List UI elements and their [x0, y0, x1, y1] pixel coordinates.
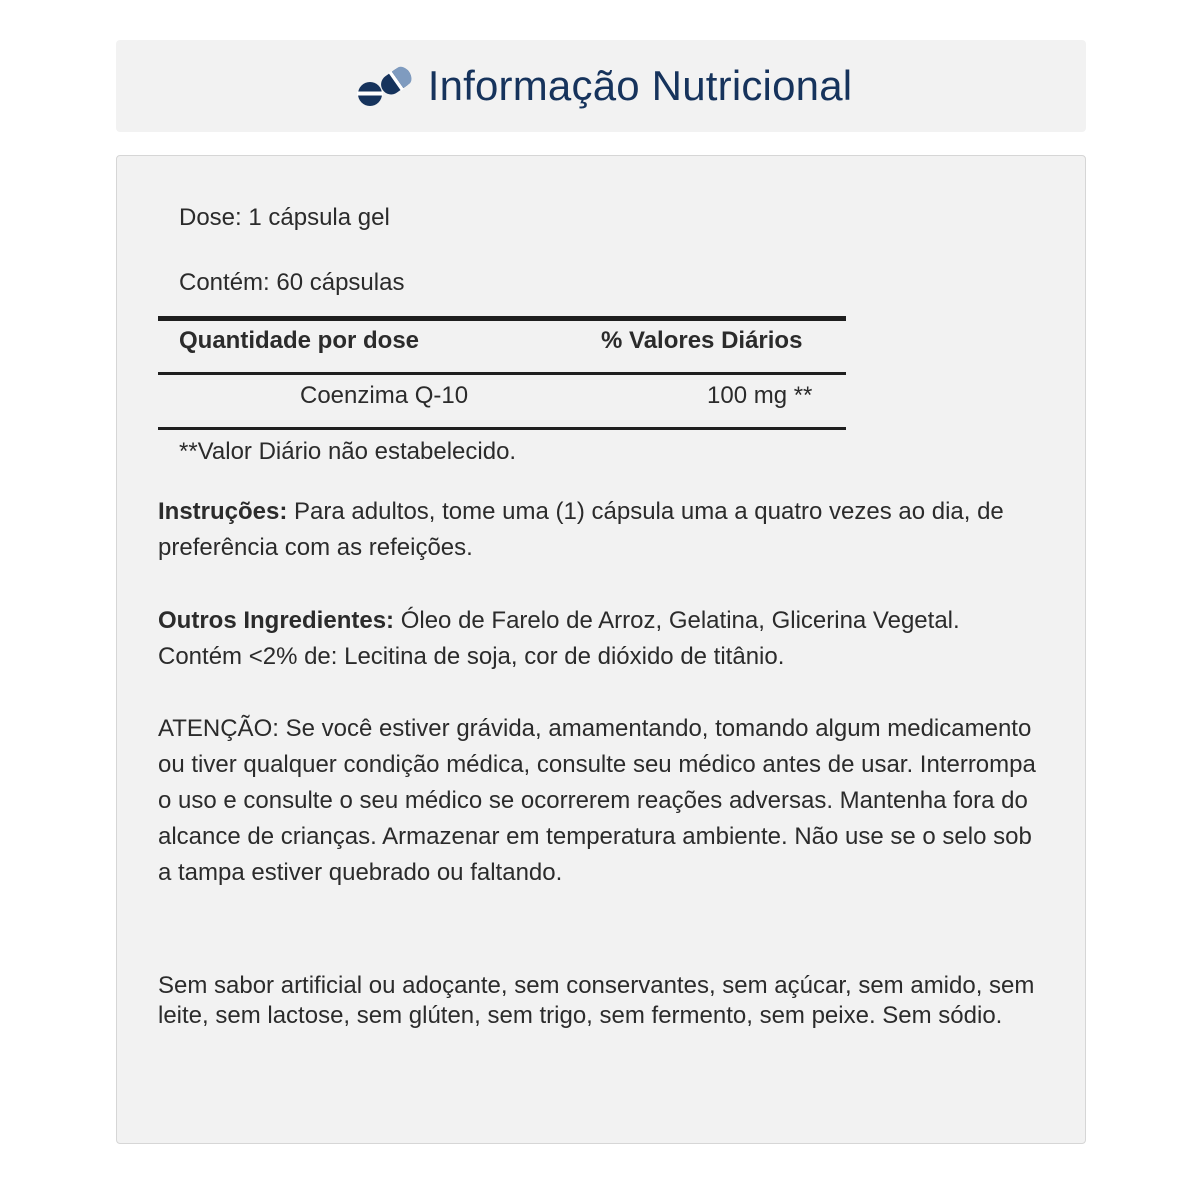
table-row-nutrient-name: Coenzima Q-10	[300, 382, 469, 409]
header-banner	[116, 40, 1086, 132]
table-top-rule	[158, 316, 846, 321]
instructions-text: Para adultos, tome uma (1) cápsula uma a quatro vezes ao dia, de preferência com as refeições.	[158, 498, 1004, 561]
other-ingredients-paragraph	[158, 603, 1048, 675]
other-ingredients-label: Outros Ingredientes:	[158, 607, 395, 634]
table-header-rule	[158, 372, 846, 375]
dose-text: Dose: 1 cápsula gel	[179, 204, 390, 231]
instructions-paragraph	[158, 494, 1048, 566]
daily-value-footnote: **Valor Diário não estabelecido.	[179, 438, 517, 465]
other-ingredients-text: Óleo de Farelo de Arroz, Gelatina, Glicerina Vegetal. Contém <2% de: Lecitina de soja, cor de dióxido de titânio.	[158, 607, 960, 670]
table-header-daily-values: % Valores Diários	[601, 327, 803, 354]
warning-paragraph: ATENÇÃO: Se você estiver grávida, amamentando, tomando algum medicamento ou tiver qualquer condição médica, consulte seu médico antes de usar. Interrompa o uso e consulte o seu médico se ocorrerem reações adversas. Mantenha fora do alcance de crianças. Armazenar em temperatura ambiente. Não use se o selo sob a tampa estiver quebrado ou faltando.	[158, 715, 1036, 886]
contains-text: Contém: 60 cápsulas	[179, 269, 405, 296]
page-title: Informação Nutricional	[427, 62, 853, 109]
free-from-paragraph: Sem sabor artificial ou adoçante, sem conservantes, sem açúcar, sem amido, sem leite, sem lactose, sem glúten, sem trigo, sem fermento, sem peixe. Sem sódio.	[158, 972, 1035, 1029]
nutrition-panel	[116, 155, 1086, 1144]
capsule-pill-icon	[356, 63, 414, 109]
table-bottom-rule	[158, 427, 846, 430]
header-content	[356, 62, 853, 110]
table-row-nutrient-value: 100 mg **	[707, 382, 813, 409]
table-header-quantity: Quantidade por dose	[179, 327, 420, 354]
instructions-label: Instruções:	[158, 498, 288, 525]
